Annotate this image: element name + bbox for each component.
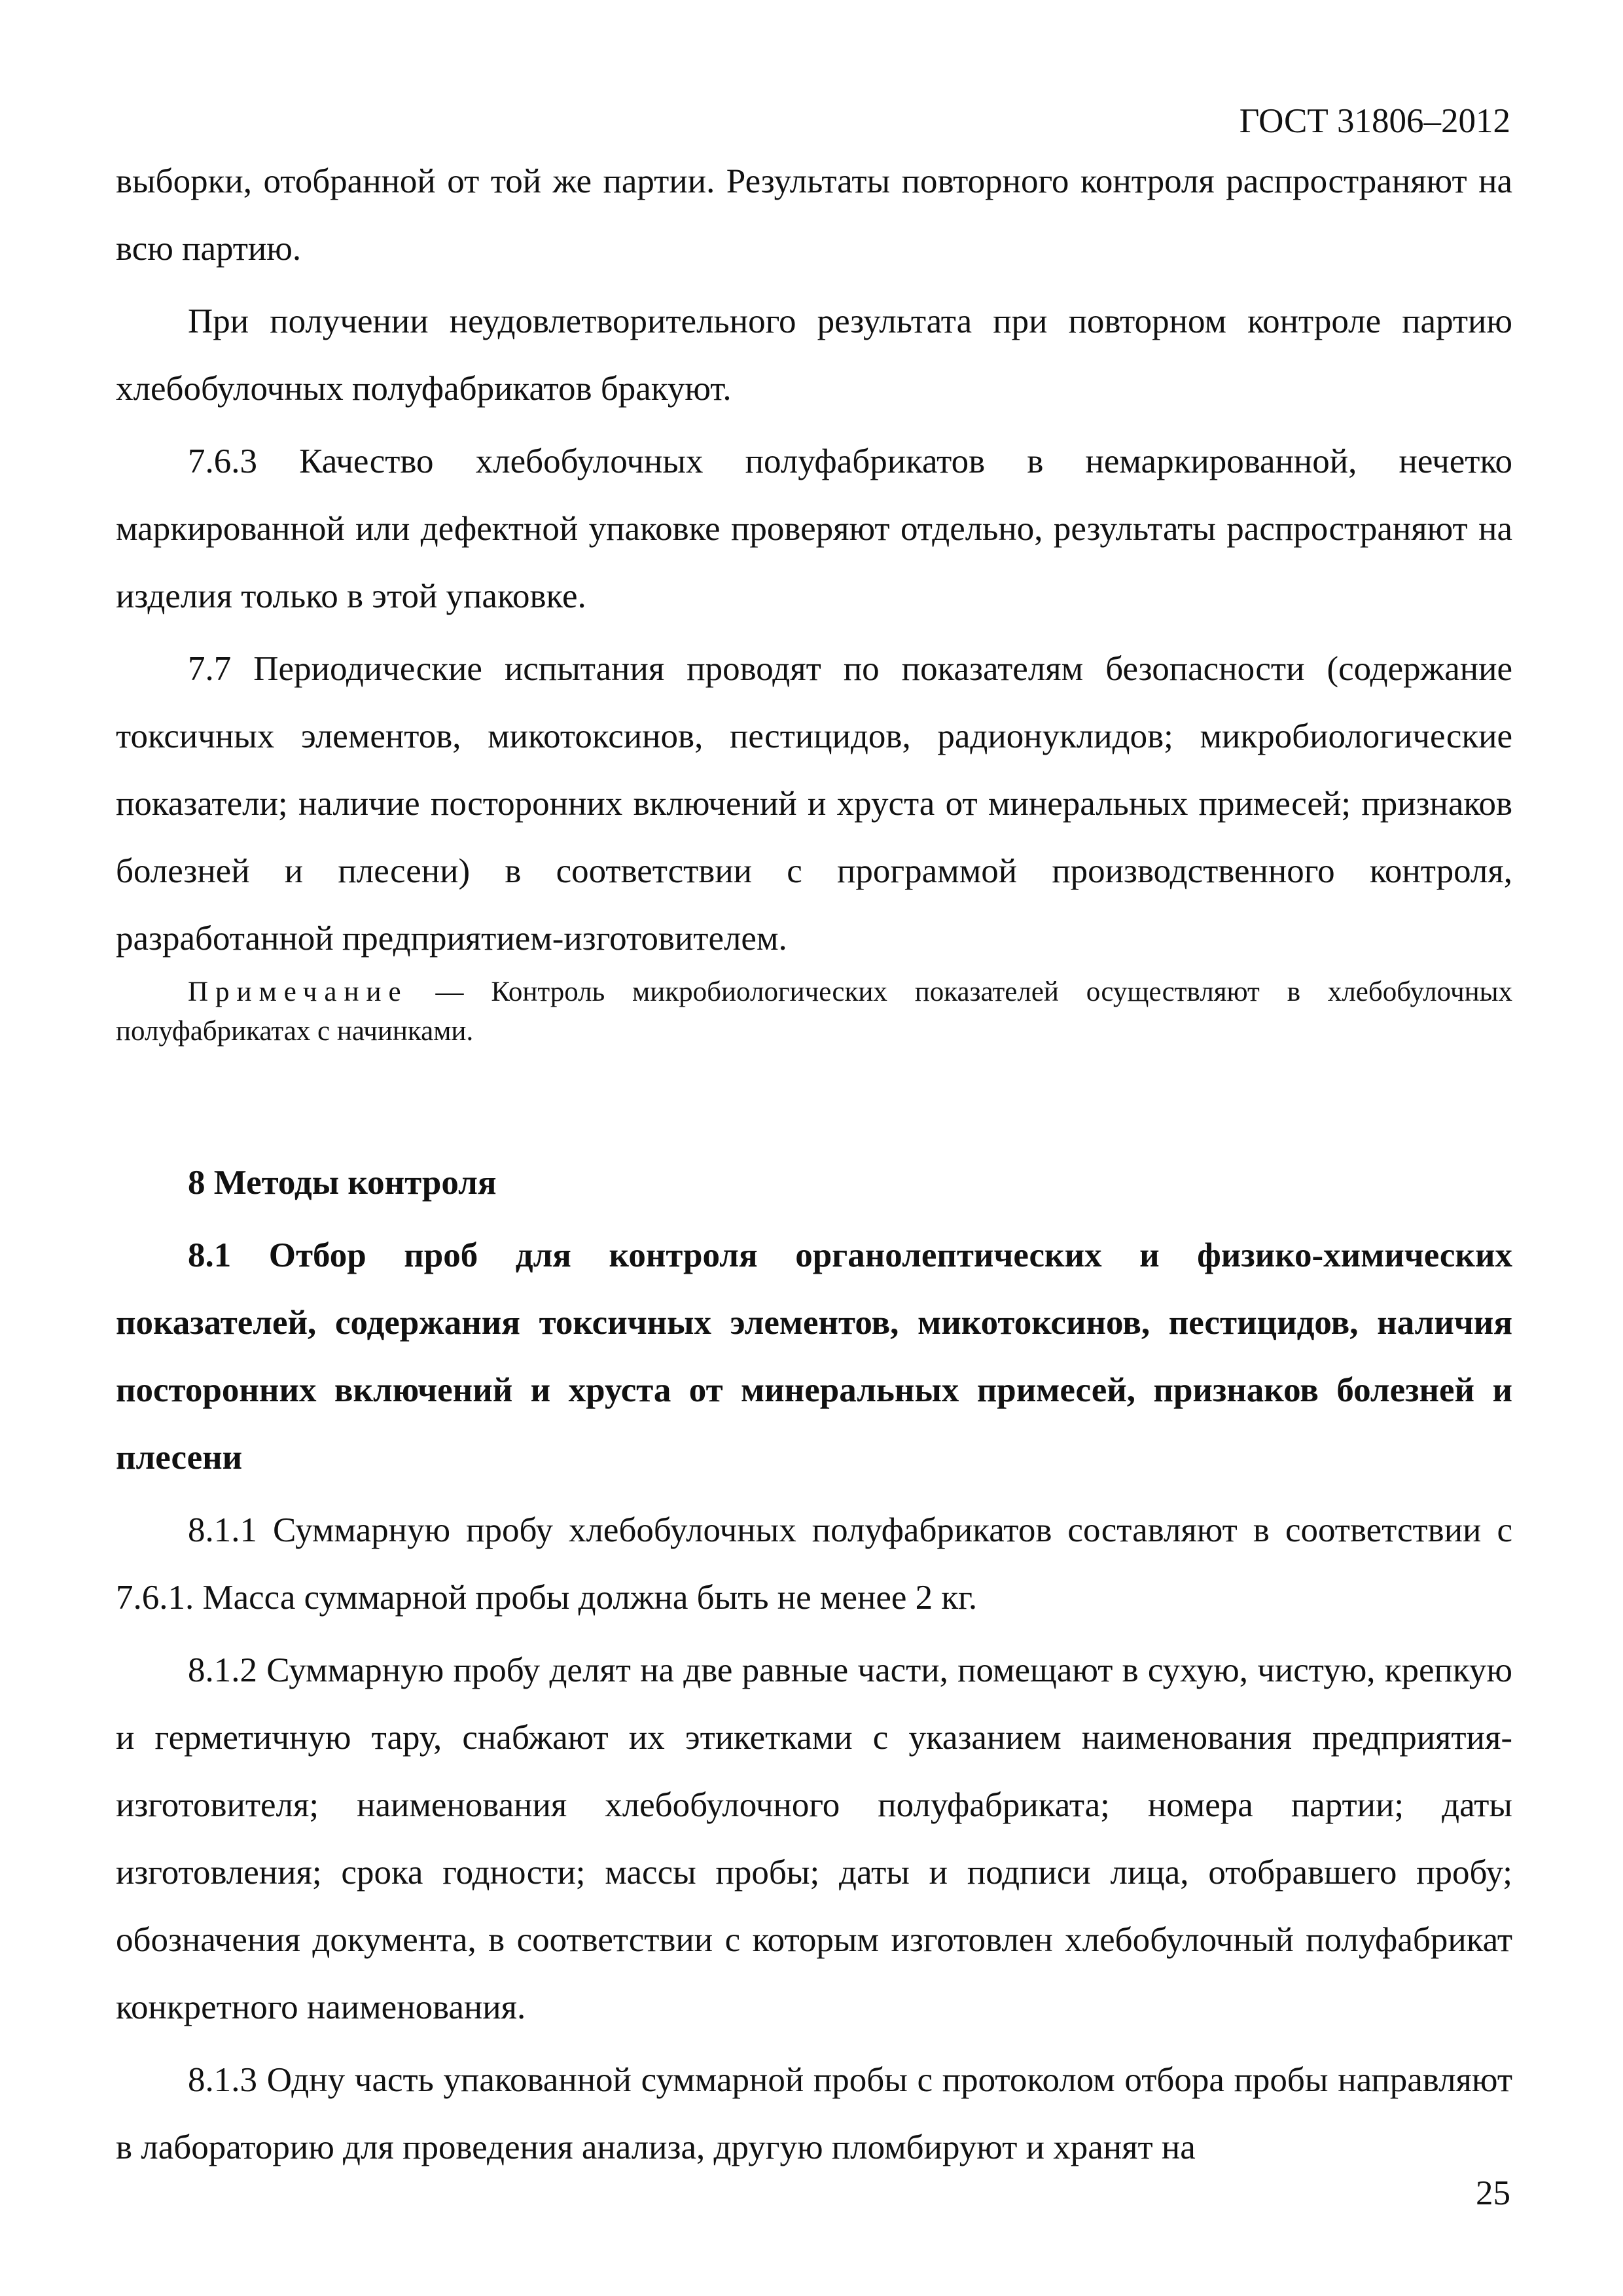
page-number: 25 [1476, 2174, 1510, 2212]
paragraph-8-1-2: 8.1.2 Суммарную пробу делят на две равные части, помещают в сухую, чистую, крепкую и герметичную тару, снабжают их этикетками с указанием наименования предприятия-изготовителя; наименования хлебобулочного полуфабриката; номера партии; даты изготовления; срока годности; массы пробы; даты и подписи лица, отобравшего пробу; обозначения документа, в соответствии с которым изготовлен хлебобулочный полуфабрикат конкретного наименования. [116, 1651, 1512, 2026]
paragraph-8-1-1: 8.1.1 Суммарную пробу хлебобулочных полуфабрикатов составляют в соответствии с 7.6.1. Масса суммарной пробы должна быть не менее 2 кг. [116, 1511, 1512, 1617]
note [116, 973, 1512, 1051]
paragraph-8-1-3: 8.1.3 Одну часть упакованной суммарной пробы с протоколом отбора пробы направляют в лабораторию для проведения анализа, другую пломбируют и хранят на [116, 2061, 1512, 2166]
subsection-8-1-title: 8.1 Отбор проб для контроля органолептических и физико-химических показателей, содержания токсичных элементов, микотоксинов, пестицидов, наличия посторонних включений и хруста от минеральных примесей, признаков болезней и плесени [116, 1236, 1512, 1477]
note-label: Примечание [188, 977, 408, 1007]
paragraph-repeat-control: При получении неудовлетворительного результата при повторном контроле партию хлебобулочных полуфабрикатов бракуют. [116, 302, 1512, 408]
paragraph-7-7: 7.7 Периодические испытания проводят по показателям безопасности (содержание токсичных элементов, микотоксинов, пестицидов, радионуклидов; микробиологические показатели; наличие посторонних включений и хруста от минеральных примесей; признаков болезней и плесени) в соответствии с программой производственного контроля, разработанной предприятием-изготовителем. [116, 650, 1512, 958]
section-8-title: 8 Методы контроля [188, 1164, 497, 1202]
paragraph-7-6-3: 7.6.3 Качество хлебобулочных полуфабрикатов в немаркированной, нечетко маркированной или дефектной упаковке проверяют отдельно, результаты распространяют на изделия только в этой упаковке. [116, 442, 1512, 615]
paragraph-continuation: выборки, отобранной от той же партии. Результаты повторного контроля распространяют на всю партию. [116, 162, 1512, 268]
document-code-header: ГОСТ 31806–2012 [1239, 102, 1510, 140]
note-text: — Контроль микробиологических показателей осуществляют в хлебобулочных полуфабрикатах с начинками. [116, 977, 1512, 1047]
document-body [116, 148, 1512, 2181]
